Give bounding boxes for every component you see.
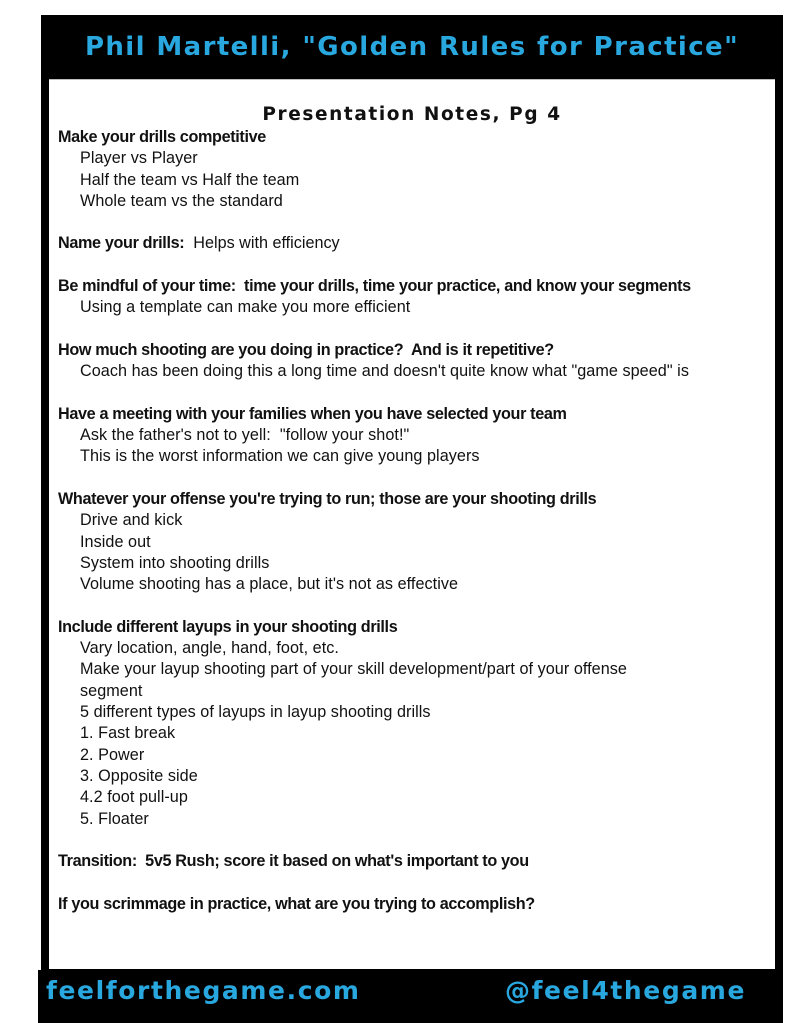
list-item: Coach has been doing this a long time and doesn't quite know what "game speed" is [80, 362, 689, 381]
footer-website-link[interactable]: feelforthegame.com [46, 976, 361, 1005]
list-item: Volume shooting has a place, but it's not as effective [80, 575, 459, 594]
section-spacer [58, 468, 773, 489]
list-item: Inside out [80, 532, 151, 551]
list-item: Ask the father's not to yell: "follow your shot!" [80, 426, 410, 445]
section-heading: Have a meeting with your families when you have selected your team [58, 404, 567, 423]
section-spacer [58, 383, 773, 404]
section-spacer [58, 212, 773, 233]
list-item: System into shooting drills [80, 553, 270, 572]
numbered-item: 2. Power [80, 745, 145, 764]
section-spacer [58, 830, 773, 851]
section-spacer [58, 255, 773, 276]
numbered-item: 4.2 foot pull-up [80, 788, 188, 807]
section-heading: Make your drills competitive [58, 128, 266, 146]
list-item: 5 different types of layups in layup shooting drills [80, 703, 431, 722]
section-heading: Whatever your offense you're trying to run; those are your shooting drills [58, 490, 597, 509]
page-title: Phil Martelli, "Golden Rules for Practice" [84, 32, 740, 62]
list-item-continuation: segment [80, 681, 143, 700]
section-heading: How much shooting are you doing in practice? And is it repetitive? [58, 340, 554, 359]
section-spacer [58, 872, 773, 893]
section-heading-detail: Helps with efficiency [184, 234, 340, 253]
numbered-item: 3. Opposite side [80, 766, 198, 785]
section-spacer [58, 319, 773, 340]
list-item: Whole team vs the standard [80, 191, 283, 210]
section-heading: Transition: 5v5 Rush; score it based on what's important to you [58, 852, 529, 871]
list-item: Half the team vs Half the team [80, 170, 300, 189]
list-item: Drive and kick [80, 511, 183, 530]
list-item: This is the worst information we can give young players [80, 447, 480, 466]
list-item: Player vs Player [80, 149, 198, 168]
section-heading: If you scrimmage in practice, what are you trying to accomplish? [58, 894, 535, 913]
list-item: Make your layup shooting part of your skill development/part of your offense [80, 660, 627, 679]
notes-panel [49, 79, 775, 969]
section-heading: Include different layups in your shooting drills [58, 617, 398, 636]
notes-body [58, 127, 773, 915]
numbered-item: 5. Floater [80, 809, 149, 828]
section-spacer [58, 596, 773, 617]
footer-bar [38, 970, 783, 1023]
section-heading: Name your drills: Helps with efficiency [58, 234, 340, 253]
section-heading: Be mindful of your time: time your drills, time your practice, and know your segments [58, 277, 691, 296]
list-item: Using a template can make you more efficient [80, 298, 411, 317]
numbered-item: 1. Fast break [80, 724, 176, 743]
footer-social-handle[interactable]: @feel4thegame [504, 976, 746, 1005]
notes-subtitle: Presentation Notes, Pg 4 [262, 104, 562, 125]
list-item: Vary location, angle, hand, foot, etc. [80, 639, 339, 658]
